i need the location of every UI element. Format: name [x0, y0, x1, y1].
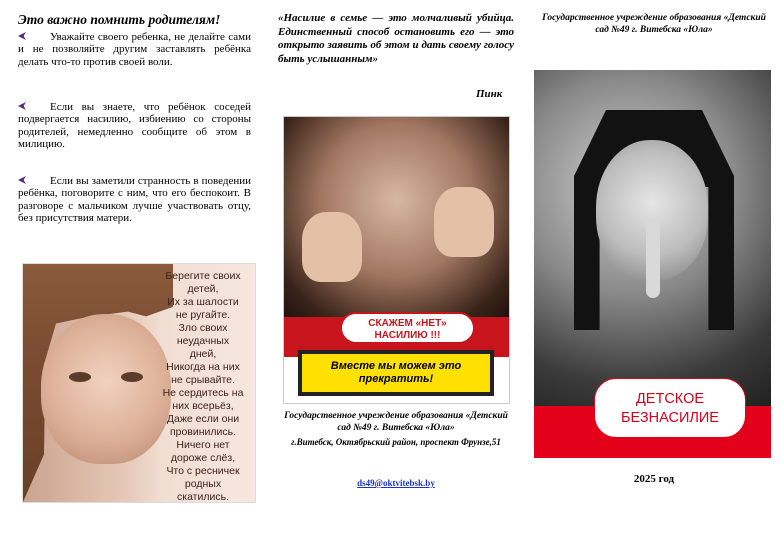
adult-hand-right [434, 187, 494, 257]
institution-address: г.Витебск, Октябрьский район, проспект Фрунзе,51 [291, 437, 501, 447]
bullet-arrow-icon [18, 102, 26, 110]
poster-banner: Вместе мы можем это прекратить! [298, 350, 494, 396]
photo-face [41, 314, 171, 464]
poem-text: Берегите своих детей, Их за шалости не ругайте. Зло своих неудачных дней, Никогда на них не срывайте. Не сердитесь на них всерьёз, Даже если они провинились. Ничего нет дороже слёз, Что с ресничек родных скатились. [162, 270, 244, 503]
poster-slogan-pill: СКАЖЕМ «НЕТ» НАСИЛИЮ !!! [340, 312, 475, 344]
parents-heading: Это важно помнить родителям! [18, 12, 221, 27]
advice-paragraph-1: Уважайте своего ребенка, не делайте сами и не позволяйте другим заставлять ребёнка делать что-то против своей воли. [18, 31, 251, 68]
institution-name: Государственное учреждение образования «Детский сад №49 г. Витебска «Юла» [284, 411, 508, 433]
cover-institution-name: Государственное учреждение образования «Детский сад №49 г. Витебска «Юла» [542, 13, 766, 35]
bullet-arrow-icon [18, 32, 26, 40]
email-link[interactable]: ds49@oktvitebsk.by [357, 478, 435, 488]
photo-eye-left [69, 372, 91, 382]
poster-photo [284, 117, 509, 325]
cover-photo [534, 70, 771, 458]
cover-title: ДЕТСКОЕ БЕЗНАСИЛИЕ [594, 378, 746, 438]
adult-hand-left [302, 212, 362, 282]
shush-finger [646, 218, 660, 298]
quote-author: Пинк [476, 88, 503, 100]
advice-paragraph-2: Если вы знаете, что ребёнок соседей подвергается насилию, избиению со стороны родителей, немедленно сообщите об этом в милицию. [18, 101, 251, 151]
no-violence-poster [283, 116, 510, 404]
bullet-arrow-icon [18, 176, 26, 184]
year-label: 2025 год [633, 473, 675, 485]
photo-eye-right [121, 372, 143, 382]
advice-paragraph-3: Если вы заметили странность в поведении ребёнка, поговорите с ним, что его беспокоит. В разговоре с мальчиком лучше участвовать отцу, без присутствия матери. [18, 175, 251, 225]
crying-child-photo [22, 263, 256, 503]
quote-text: «Насилие в семье — это молчаливый убийца. Единственный способ остановить его — это открыто заявить об этом и дать своему голосу быть услышанным» [278, 12, 514, 65]
